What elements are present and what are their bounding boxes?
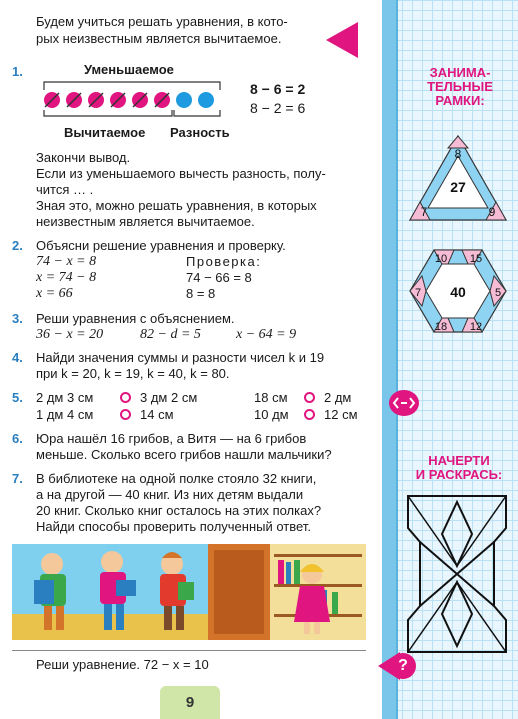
triangle-frame-puzzle <box>406 132 510 224</box>
difference-dot <box>176 92 192 108</box>
conclusion-line-3: чится … . <box>36 182 94 197</box>
task-2-right-1: 74 − 66 = 8 <box>186 270 252 285</box>
intro-line-1: Будем учиться решать уравнения, в кото- <box>36 14 288 29</box>
task-2-left-2: x = 74 − 8 <box>36 270 97 285</box>
hexagon-frame-puzzle <box>408 246 508 336</box>
conclusion-line-4: Зная это, можно решать уравнения, в которых <box>36 198 317 213</box>
conclusion-line-5: неизвестным является вычитаемое. <box>36 214 255 229</box>
compare-4-right: 12 см <box>324 407 358 422</box>
compare-1-left: 2 дм 3 см <box>36 390 94 405</box>
triangle-left-value: 7 <box>420 205 428 219</box>
hexagon-right-value: 5 <box>494 287 502 299</box>
subtrahend-label: Вычитаемое <box>64 125 146 140</box>
sidebar-title-2-line-1: НАЧЕРТИ <box>428 453 490 468</box>
task-3-number: 3. <box>12 311 23 326</box>
minuend-label: Уменьшаемое <box>84 62 174 77</box>
check-title: Проверка: <box>186 254 262 269</box>
task-7-number: 7. <box>12 471 23 486</box>
task-3-eq-2: 82 − d = 5 <box>140 327 201 342</box>
children-library-illustration <box>12 544 366 640</box>
task-7-line-3: 20 книг. Сколько книг осталось на этих полках? <box>36 503 322 518</box>
hexagon-top-left-value: 10 <box>434 253 448 265</box>
subtraction-dots-diagram <box>40 74 230 124</box>
conclusion-line-2: Если из уменьшаемого вычесть разность, полу- <box>36 166 326 181</box>
compare-2-left: 18 см <box>254 390 288 405</box>
task-2-left-1: 74 − x = 8 <box>36 254 97 269</box>
conclusion-line-1: Закончи вывод. <box>36 150 131 165</box>
task-2-text: Объясни решение уравнения и проверку. <box>36 238 286 253</box>
page-number: 9 <box>160 686 220 719</box>
hexagon-bottom-right-value: 12 <box>469 321 483 333</box>
compare-circle[interactable] <box>304 409 315 420</box>
sidebar-border-line <box>396 0 398 719</box>
task-2-number: 2. <box>12 238 23 253</box>
compare-4-left: 10 дм <box>254 407 289 422</box>
compare-signs-icon <box>384 388 420 418</box>
compare-3-left: 1 дм 4 см <box>36 407 94 422</box>
compare-3-right: 14 см <box>140 407 174 422</box>
question-badge: ? <box>390 653 416 679</box>
task-7-line-2: а на другой — 40 книг. Из них детям выдали <box>36 487 304 502</box>
bottom-divider <box>12 650 366 651</box>
hexagon-left-value: 7 <box>414 287 422 299</box>
sidebar-title-2-line-2: И РАСКРАСЬ: <box>415 467 503 482</box>
difference-dot <box>198 92 214 108</box>
pink-arrow-icon <box>326 22 358 58</box>
compare-circle[interactable] <box>120 392 131 403</box>
compare-1-right: 3 дм 2 см <box>140 390 198 405</box>
task-3-eq-3: x − 64 = 9 <box>236 327 297 342</box>
compare-2-right: 2 дм <box>324 390 352 405</box>
bottom-task: Реши уравнение. 72 − x = 10 <box>36 657 209 672</box>
triangle-top-value: 8 <box>454 147 462 161</box>
compare-circle[interactable] <box>120 409 131 420</box>
task-6-number: 6. <box>12 431 23 446</box>
equation-2: 8 − 2 = 6 <box>250 100 306 116</box>
sidebar-title-1 <box>410 66 510 108</box>
sidebar-title-1-line-1: ЗАНИМА- <box>429 65 491 80</box>
sidebar-title-1-line-3: РАМКИ: <box>435 93 485 108</box>
task-2-right-2: 8 = 8 <box>186 286 216 301</box>
compare-circle[interactable] <box>304 392 315 403</box>
equation-1: 8 − 6 = 2 <box>250 81 306 97</box>
task-4-number: 4. <box>12 350 23 365</box>
task-7-line-1: В библиотеке на одной полке стояло 32 книги, <box>36 471 317 486</box>
task-4-line-1: Найди значения суммы и разности чисел k и 19 <box>36 350 325 365</box>
intro-line-2: рых неизвестным является вычитаемое. <box>36 31 282 46</box>
task-6-line-1: Юра нашёл 16 грибов, а Витя — на 6 грибов <box>36 431 307 446</box>
task-2-left-3: x = 66 <box>36 286 73 301</box>
task-5-number: 5. <box>12 390 23 405</box>
task-1-number: 1. <box>12 64 23 79</box>
triangle-right-value: 9 <box>488 205 496 219</box>
task-4-line-2: при k = 20, k = 19, k = 40, k = 80. <box>36 366 230 381</box>
difference-label: Разность <box>170 125 230 140</box>
task-7-line-4: Найди способы проверить полученный ответ. <box>36 519 311 534</box>
task-3-eq-1: 36 − x = 20 <box>36 327 104 342</box>
task-3-text: Реши уравнения с объяснением. <box>36 311 235 326</box>
triangle-center-value: 27 <box>450 179 466 195</box>
sidebar-title-1-line-2: ТЕЛЬНЫЕ <box>427 79 493 94</box>
hexagon-top-right-value: 15 <box>469 253 483 265</box>
sidebar-title-2 <box>404 454 514 482</box>
sidebar-border <box>382 0 396 719</box>
hexagon-center-value: 40 <box>450 284 466 300</box>
draw-pattern-figure <box>406 494 508 654</box>
hexagon-bottom-left-value: 18 <box>434 321 448 333</box>
task-6-line-2: меньше. Сколько всего грибов нашли мальчики? <box>36 447 332 462</box>
